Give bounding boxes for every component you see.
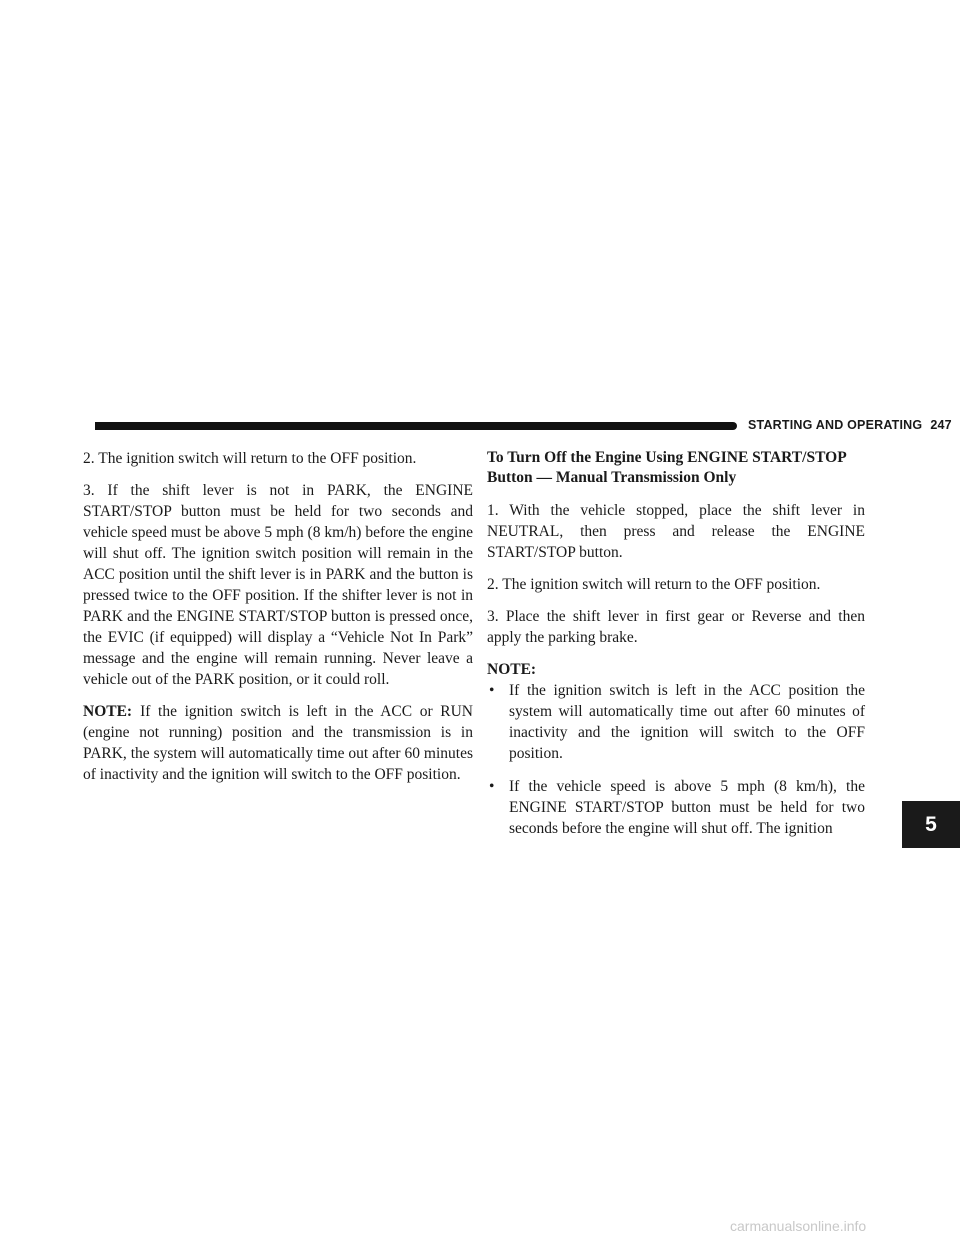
- section-title: STARTING AND OPERATING: [748, 418, 923, 432]
- left-column: [83, 448, 473, 796]
- bullet-text: If the ignition switch is left in the ACC position the system will automatically time out after 60 minutes of inactivity and the ignition will switch to the OFF position.: [509, 682, 865, 762]
- note-text: If the ignition switch is left in the ACC or RUN (engine not running) position and the transmission is in PARK, the system will automatically time out after 60 minutes of inactivity and the ignition will switch to the OFF position.: [83, 703, 473, 783]
- right-step-2: 2. The ignition switch will return to the OFF position.: [487, 576, 821, 593]
- header-rule: [95, 422, 737, 430]
- left-step-3: 3. If the shift lever is not in PARK, the ENGINE START/STOP button must be held for two seconds and vehicle speed must be above 5 mph (8 km/h) before the engine will shut off. The ignition switch position will remain in the ACC position until the shift lever is in PARK and the button is pressed twice to the OFF position. If the shifter lever is not in PARK and the ENGINE START/STOP button is pressed once, the EVIC (if equipped) will display a “Vehicle Not In Park” message and the engine will remain running. Never leave a vehicle out of the PARK position, or it could roll.: [83, 482, 473, 688]
- left-note: [83, 701, 473, 785]
- list-item: [487, 680, 865, 764]
- right-step-1: 1. With the vehicle stopped, place the shift lever in NEUTRAL, then press and release the ENGINE START/STOP button.: [487, 502, 865, 561]
- section-heading: To Turn Off the Engine Using ENGINE START/STOP Button — Manual Transmission Only: [487, 449, 846, 486]
- right-column: [487, 448, 865, 851]
- page-number: 247: [930, 418, 952, 432]
- chapter-tab: [902, 801, 960, 848]
- list-item: [487, 776, 865, 839]
- chapter-number: 5: [925, 812, 937, 836]
- right-step-3: 3. Place the shift lever in first gear or Reverse and then apply the parking brake.: [487, 608, 865, 646]
- running-header: [748, 418, 952, 432]
- watermark: carmanualsonline.info: [730, 1218, 867, 1234]
- bullet-icon: •: [489, 778, 495, 795]
- right-note-label: NOTE:: [487, 661, 537, 678]
- bullet-icon: •: [489, 682, 495, 699]
- bullet-text: If the vehicle speed is above 5 mph (8 km/h), the ENGINE START/STOP button must be held for two seconds before the engine will shut off. The ignition: [509, 778, 865, 837]
- left-step-2: 2. The ignition switch will return to the OFF position.: [83, 450, 417, 467]
- note-label: NOTE:: [83, 703, 133, 720]
